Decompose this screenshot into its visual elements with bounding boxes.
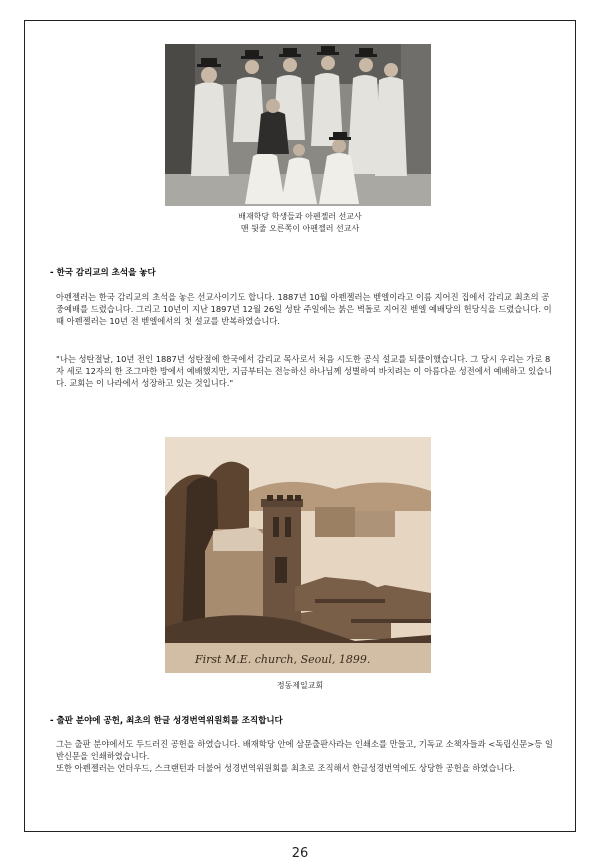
section1-quote: "나는 성탄절날, 10년 전인 1887년 성탄절에 한국에서 감리교 목사로서 처음 시도한 공식 설교를 되풀이했습니다. 그 당시 우리는 가로 8자 세로 12자의 한 조그마한 방에서 예배했지만, 지금부터는 전능하신 하나님께 성별하여 바치려는 이 아름다운 성전에서 예배하고 있습니다. 교회는 이 나라에서 성장하고 있는 것입니다."	[56, 354, 553, 389]
section2-heading: - 출판 분야에 공헌, 최초의 한글 성경번역위원회를 조직합니다	[50, 716, 283, 726]
group-photo	[165, 44, 431, 206]
church-photo	[165, 437, 431, 673]
section2-paragraph-2: 또한 아펜젤러는 언더우드, 스크랜턴과 더불어 성경번역위원회를 최초로 조직해서 한글성경번역에도 상당한 공헌을 하였습니다.	[56, 763, 516, 773]
section2-paragraph-1: 그는 출판 분야에서도 두드러진 공헌을 하였습니다. 배재학당 안에 삼문출판사라는 인쇄소를 만들고, 기독교 소책자들과 <독립신문>등 일반신문을 인쇄하였습니다.	[56, 739, 553, 762]
section1-paragraph-1: 아펜젤러는 한국 감리교의 초석을 놓은 선교사이기도 합니다. 1887년 10월 아펜젤러는 벧엘이라고 이름 지어진 집에서 감리교 최초의 공중예배를 드렸습니다. 그리고 10년이 지난 1897년 12월 26일 성탄 주일에는 붉은 벽돌로 지어진 벧엘 예배당의 헌당식을 드렸습니다. 이 때 아펜젤러는 10년 전 벧엘에서의 첫 설교를 반복하였습니다.	[56, 292, 552, 327]
page-number: 26	[291, 846, 309, 861]
group-photo-caption-1: 배재학당 학생들과 아펜젤러 선교사	[238, 212, 362, 221]
church-photo-caption: 정동제일교회	[276, 681, 324, 690]
church-photo-inscription: First M.E. church, Seoul, 1899.	[195, 653, 371, 666]
section1-heading: - 한국 감리교의 초석을 놓다	[50, 268, 156, 278]
group-photo-caption-2: 맨 뒷줄 오른쪽이 아펜젤러 선교사	[240, 224, 360, 233]
